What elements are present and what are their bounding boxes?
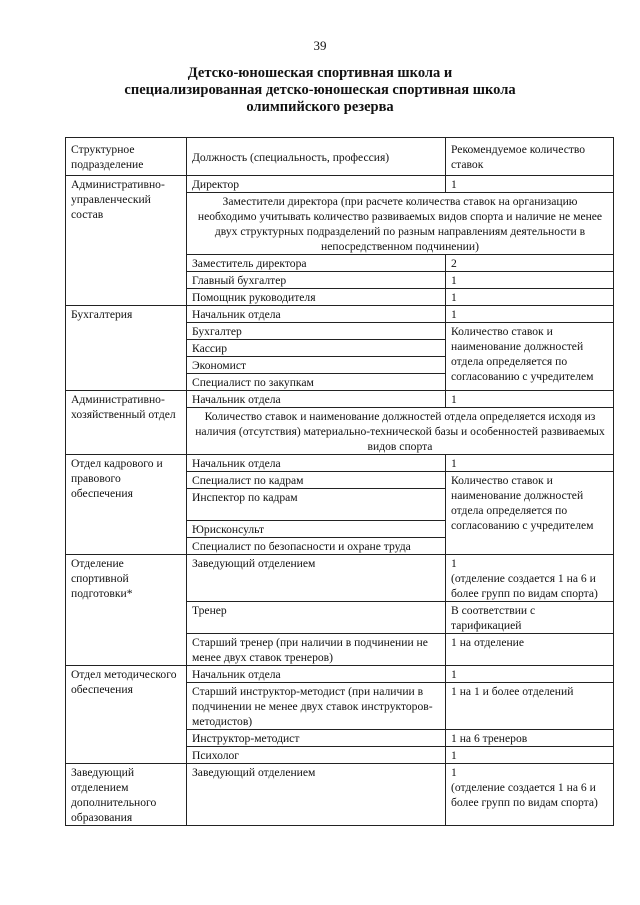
- table-row: [66, 455, 614, 472]
- unit-admin-economic: Административно-хозяйственный отдел: [66, 391, 187, 455]
- rate-cell: 1 на отделение: [446, 634, 614, 666]
- position-cell: Старший инструктор-методист (при наличии в подчинении не менее двух ставок инструкторов-методистов): [187, 683, 446, 730]
- rate-cell: 1: [446, 455, 614, 472]
- header-rate: Рекомендуемое количество ставок: [446, 138, 614, 176]
- document-title: [0, 65, 640, 116]
- staffing-table: [65, 137, 614, 826]
- rate-cell: 1: [446, 176, 614, 193]
- rate-cell: 1 (отделение создается 1 на 6 и более групп по видам спорта): [446, 555, 614, 602]
- table-row: [66, 391, 614, 408]
- accounting-note: Количество ставок и наименование должностей отдела определяется по согласованию с учредителем: [446, 323, 614, 391]
- rate-cell: 1: [446, 666, 614, 683]
- admin-economic-note: Количество ставок и наименование должностей отдела определяется исходя из наличия (отсутствия) материально-технической базы и особенностей развиваемых видов спорта: [187, 408, 614, 455]
- deputies-note: Заместители директора (при расчете количества ставок на организацию необходимо учитывать количество развиваемых видов спорта и наличие не менее двух структурных подразделений по разным направлениям деятельности в непосредственном подчинении): [187, 193, 614, 255]
- position-cell: Кассир: [187, 340, 446, 357]
- title-line-3: олимпийского резерва: [246, 99, 394, 115]
- rate-cell: В соответствии с тарификацией: [446, 602, 614, 634]
- table-row: [66, 555, 614, 602]
- position-cell: Помощник руководителя: [187, 289, 446, 306]
- rate-cell: 1: [446, 306, 614, 323]
- position-cell: Бухгалтер: [187, 323, 446, 340]
- rate-cell: 1 на 6 тренеров: [446, 730, 614, 747]
- table-row: [66, 176, 614, 193]
- position-cell: Старший тренер (при наличии в подчинении не менее двух ставок тренеров): [187, 634, 446, 666]
- position-cell: Юрисконсульт: [187, 521, 446, 538]
- rate-cell: 1: [446, 747, 614, 764]
- position-cell: Директор: [187, 176, 446, 193]
- title-line-1: Детско-юношеская спортивная школа и: [187, 65, 453, 81]
- position-cell: Главный бухгалтер: [187, 272, 446, 289]
- position-cell: Специалист по безопасности и охране труда: [187, 538, 446, 555]
- position-cell: Инспектор по кадрам: [187, 489, 446, 521]
- table-row: [66, 306, 614, 323]
- rate-cell: 1: [446, 289, 614, 306]
- position-cell: Начальник отдела: [187, 666, 446, 683]
- header-unit: Структурное подразделение: [66, 138, 187, 176]
- position-cell: Начальник отдела: [187, 306, 446, 323]
- unit-methodical: Отдел методического обеспечения: [66, 666, 187, 764]
- unit-additional-education: Заведующий отделением дополнительного образования: [66, 764, 187, 826]
- title-line-2: специализированная детско-юношеская спортивная школа: [124, 82, 516, 98]
- table-row: [66, 666, 614, 683]
- unit-accounting: Бухгалтерия: [66, 306, 187, 391]
- rate-cell: 2: [446, 255, 614, 272]
- unit-sports-training: Отделение спортивной подготовки*: [66, 555, 187, 666]
- page-number: 39: [313, 38, 327, 53]
- position-cell: Экономист: [187, 357, 446, 374]
- position-cell: Тренер: [187, 602, 446, 634]
- position-cell: Заведующий отделением: [187, 555, 446, 602]
- position-cell: Инструктор-методист: [187, 730, 446, 747]
- rate-cell: 1 (отделение создается 1 на 6 и более групп по видам спорта): [446, 764, 614, 826]
- rate-cell: 1: [446, 272, 614, 289]
- position-cell: Начальник отдела: [187, 455, 446, 472]
- position-cell: Психолог: [187, 747, 446, 764]
- header-position: Должность (специальность, профессия): [187, 138, 446, 176]
- position-cell: Специалист по кадрам: [187, 472, 446, 489]
- position-cell: Начальник отдела: [187, 391, 446, 408]
- rate-cell: 1: [446, 391, 614, 408]
- position-cell: Специалист по закупкам: [187, 374, 446, 391]
- table-header-row: [66, 138, 614, 176]
- position-cell: Заведующий отделением: [187, 764, 446, 826]
- rate-cell: 1 на 1 и более отделений: [446, 683, 614, 730]
- position-cell: Заместитель директора: [187, 255, 446, 272]
- table-row: [66, 764, 614, 826]
- unit-hr-legal: Отдел кадрового и правового обеспечения: [66, 455, 187, 555]
- unit-admin-management: Административно-управленческий состав: [66, 176, 187, 306]
- hr-legal-note: Количество ставок и наименование должностей отдела определяется по согласованию с учредителем: [446, 472, 614, 555]
